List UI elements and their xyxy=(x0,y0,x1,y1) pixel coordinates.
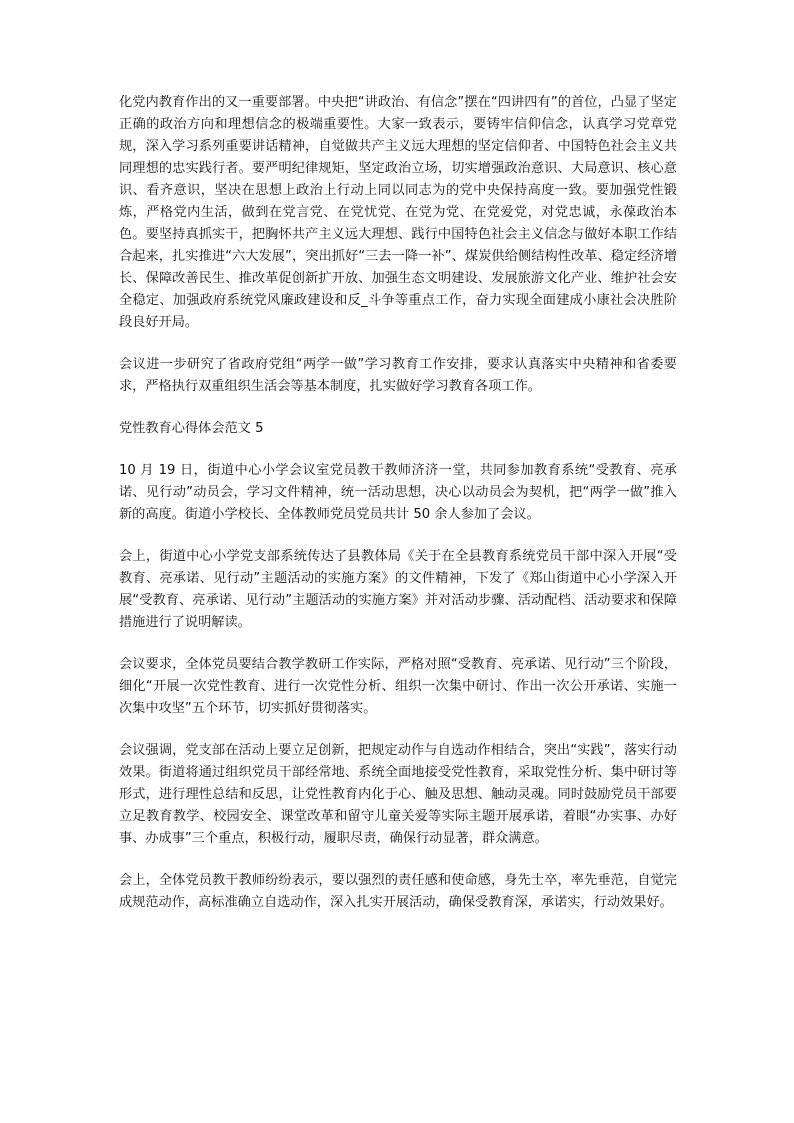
paragraph-gap xyxy=(119,526,677,546)
paragraph-3: 10 月 19 日，街道中心小学会议室党员教干教师济济一堂，共同参加教育系统“受教育、亮承诺、见行动”动员会，学习文件精神，统一活动思想，决心以动员会为契机，把“两学一做”推入新的高度。街道小学校长、全体教师党员党员共计 50 余人参加了会议。 xyxy=(119,463,677,522)
paragraph-gap xyxy=(119,720,677,740)
paragraph-6: 会议强调，党支部在活动上要立足创新，把规定动作与自选动作相结合，突出“实践”，落实行动效果。街道将通过组织党员干部经常地、系统全面地接受党性教育，采取党性分析、集中研讨等形式，进行理性总结和反思，让党性教育内化于心、触及思想、触动灵魂。同时鼓励党员干部要立足教育教学、校园安全、课堂改革和留守儿童关爱等实际主题开展承诺，着眼“办实事、办好事、办成事”三个重点，积极行动，履职尽责，确保行动显著，群众满意。 xyxy=(119,743,677,846)
paragraph-5: 会议要求，全体党员要结合教学教研工作实际，严格对照“受教育、亮承诺、见行动”三个阶段，细化“开展一次党性教育、进行一次党性分析、组织一次集中研讨、作出一次公开承诺、实施一次集中攻坚”五个环节，切实抓好贯彻落实。 xyxy=(119,657,677,716)
paragraph-gap xyxy=(119,634,677,654)
paragraph-gap xyxy=(119,440,677,460)
paragraph-gap xyxy=(119,850,677,870)
paragraph-4: 会上，街道中心小学党支部系统传达了县教体局《关于在全县教育系统党员干部中深入开展“受教育、亮承诺、见行动”主题活动的实施方案》的文件精神，下发了《郑山街道中心小学深入开展“受教育、亮承诺、见行动”主题活动的实施方案》并对活动步骤、活动配档、活动要求和保障措施进行了说明解读。 xyxy=(119,549,677,630)
document-page xyxy=(119,92,677,914)
section-heading: 党性教育心得体会范文 5 xyxy=(119,421,264,436)
paragraph-gap xyxy=(119,398,677,418)
paragraph-gap xyxy=(119,334,677,354)
paragraph-7: 会上，全体党员教干教师纷纷表示，要以强烈的责任感和使命感，身先士卒，率先垂范，自觉完成规范动作，高标准确立自选动作，深入扎实开展活动，确保受教育深，承诺实，行动效果好。 xyxy=(119,873,677,910)
paragraph-2: 会议进一步研究了省政府党组“两学一做”学习教育工作安排，要求认真落实中央精神和省委要求，严格执行双重组织生活会等基本制度，扎实做好学习教育各项工作。 xyxy=(119,357,677,394)
paragraph-1: 化党内教育作出的又一重要部署。中央把“讲政治、有信念”摆在“四讲四有”的首位，凸显了坚定正确的政治方向和理想信念的极端重要性。大家一致表示，要铸牢信仰信念，认真学习党章党规，深入学习系列重要讲话精神，自觉做共产主义远大理想的坚定信仰者、中国特色社会主义共同理想的忠实践行者。要严明纪律规矩，坚定政治立场，切实增强政治意识、大局意识、核心意识、看齐意识，坚决在思想上政治上行动上同以同志为的党中央保持高度一致。要加强党性锻炼，严格党内生活，做到在党言党、在党忧党、在党为党、在党爱党，对党忠诚，永葆政治本色。要坚持真抓实干，把胸怀共产主义远大理想、践行中国特色社会主义信念与做好本职工作结合起来，扎实推进“六大发展”，突出抓好“三去一降一补”、煤炭供给侧结构性改革、稳定经济增长、保障改善民生、推改革促创新扩开放、加强生态文明建设、发展旅游文化产业、维护社会安全稳定、加强政府系统党风廉政建设和反_斗争等重点工作，奋力实现全面建成小康社会决胜阶段良好开局。 xyxy=(119,95,677,330)
